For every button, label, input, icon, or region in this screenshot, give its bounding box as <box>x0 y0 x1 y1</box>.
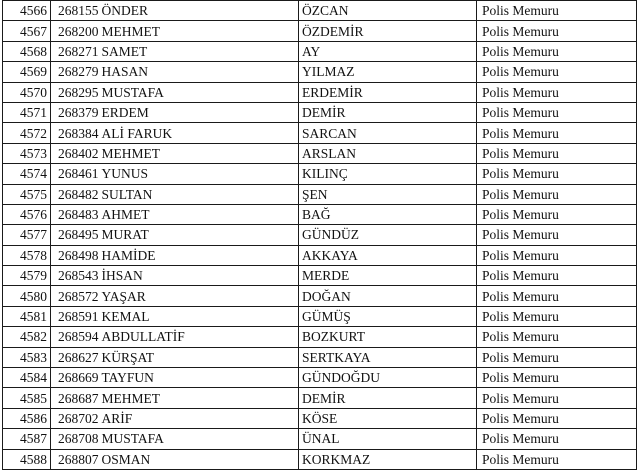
row-number: 4582 <box>3 327 51 347</box>
first-name: ALİ FARUK <box>101 123 299 143</box>
rank: Polis Memuru <box>477 1 637 21</box>
personnel-table <box>2 0 637 470</box>
rank: Polis Memuru <box>477 449 637 469</box>
first-name: MUSTAFA <box>101 429 299 449</box>
registry-number: 268295 <box>51 82 101 102</box>
surname: KÖSE <box>299 408 477 428</box>
table-row <box>3 347 637 367</box>
row-number: 4567 <box>3 21 51 41</box>
surname: ERDEMİR <box>299 82 477 102</box>
row-number: 4581 <box>3 306 51 326</box>
registry-number: 268482 <box>51 184 101 204</box>
table-row <box>3 408 637 428</box>
registry-number: 268483 <box>51 204 101 224</box>
rank: Polis Memuru <box>477 245 637 265</box>
registry-number: 268402 <box>51 143 101 163</box>
surname: DEMİR <box>299 102 477 122</box>
row-number: 4574 <box>3 164 51 184</box>
registry-number: 268384 <box>51 123 101 143</box>
table-row <box>3 41 637 61</box>
first-name: YAŞAR <box>101 286 299 306</box>
first-name: ABDULLATİF <box>101 327 299 347</box>
row-number: 4569 <box>3 62 51 82</box>
table-row <box>3 143 637 163</box>
registry-number: 268572 <box>51 286 101 306</box>
table-row <box>3 62 637 82</box>
registry-number: 268627 <box>51 347 101 367</box>
first-name: SAMET <box>101 41 299 61</box>
registry-number: 268461 <box>51 164 101 184</box>
first-name: ARİF <box>101 408 299 428</box>
row-number: 4566 <box>3 1 51 21</box>
personnel-table-body <box>3 1 637 470</box>
surname: YILMAZ <box>299 62 477 82</box>
first-name: ERDEM <box>101 102 299 122</box>
table-row <box>3 388 637 408</box>
registry-number: 268279 <box>51 62 101 82</box>
table-row <box>3 368 637 388</box>
row-number: 4575 <box>3 184 51 204</box>
table-row <box>3 266 637 286</box>
rank: Polis Memuru <box>477 184 637 204</box>
table-row <box>3 1 637 21</box>
table-row <box>3 184 637 204</box>
first-name: AHMET <box>101 204 299 224</box>
registry-number: 268379 <box>51 102 101 122</box>
surname: AKKAYA <box>299 245 477 265</box>
surname: AY <box>299 41 477 61</box>
surname: KORKMAZ <box>299 449 477 469</box>
surname: GÜNDOĞDU <box>299 368 477 388</box>
rank: Polis Memuru <box>477 204 637 224</box>
first-name: KEMAL <box>101 306 299 326</box>
registry-number: 268669 <box>51 368 101 388</box>
rank: Polis Memuru <box>477 408 637 428</box>
rank: Polis Memuru <box>477 21 637 41</box>
rank: Polis Memuru <box>477 368 637 388</box>
surname: BAĞ <box>299 204 477 224</box>
rank: Polis Memuru <box>477 266 637 286</box>
first-name: TAYFUN <box>101 368 299 388</box>
surname: ÜNAL <box>299 429 477 449</box>
row-number: 4573 <box>3 143 51 163</box>
table-row <box>3 225 637 245</box>
surname: GÜMÜŞ <box>299 306 477 326</box>
registry-number: 268495 <box>51 225 101 245</box>
first-name: MUSTAFA <box>101 82 299 102</box>
registry-number: 268200 <box>51 21 101 41</box>
table-row <box>3 449 637 469</box>
surname: ŞEN <box>299 184 477 204</box>
row-number: 4578 <box>3 245 51 265</box>
rank: Polis Memuru <box>477 123 637 143</box>
first-name: MEHMET <box>101 388 299 408</box>
table-row <box>3 429 637 449</box>
surname: ÖZDEMİR <box>299 21 477 41</box>
rank: Polis Memuru <box>477 143 637 163</box>
rank: Polis Memuru <box>477 327 637 347</box>
registry-number: 268591 <box>51 306 101 326</box>
surname: DOĞAN <box>299 286 477 306</box>
row-number: 4579 <box>3 266 51 286</box>
row-number: 4586 <box>3 408 51 428</box>
rank: Polis Memuru <box>477 62 637 82</box>
surname: BOZKURT <box>299 327 477 347</box>
table-row <box>3 286 637 306</box>
table-row <box>3 102 637 122</box>
row-number: 4572 <box>3 123 51 143</box>
row-number: 4583 <box>3 347 51 367</box>
row-number: 4568 <box>3 41 51 61</box>
first-name: MEHMET <box>101 143 299 163</box>
rank: Polis Memuru <box>477 164 637 184</box>
rank: Polis Memuru <box>477 41 637 61</box>
registry-number: 268702 <box>51 408 101 428</box>
rank: Polis Memuru <box>477 286 637 306</box>
first-name: HAMİDE <box>101 245 299 265</box>
table-row <box>3 327 637 347</box>
surname: SERTKAYA <box>299 347 477 367</box>
registry-number: 268708 <box>51 429 101 449</box>
row-number: 4585 <box>3 388 51 408</box>
rank: Polis Memuru <box>477 429 637 449</box>
table-row <box>3 306 637 326</box>
registry-number: 268807 <box>51 449 101 469</box>
first-name: ÖNDER <box>101 1 299 21</box>
first-name: HASAN <box>101 62 299 82</box>
table-row <box>3 82 637 102</box>
registry-number: 268155 <box>51 1 101 21</box>
table-row <box>3 245 637 265</box>
rank: Polis Memuru <box>477 102 637 122</box>
row-number: 4587 <box>3 429 51 449</box>
first-name: OSMAN <box>101 449 299 469</box>
first-name: MEHMET <box>101 21 299 41</box>
rank: Polis Memuru <box>477 82 637 102</box>
first-name: YUNUS <box>101 164 299 184</box>
surname: GÜNDÜZ <box>299 225 477 245</box>
surname: MERDE <box>299 266 477 286</box>
first-name: KÜRŞAT <box>101 347 299 367</box>
surname: DEMİR <box>299 388 477 408</box>
rank: Polis Memuru <box>477 225 637 245</box>
first-name: İHSAN <box>101 266 299 286</box>
table-row <box>3 123 637 143</box>
first-name: SULTAN <box>101 184 299 204</box>
rank: Polis Memuru <box>477 388 637 408</box>
surname: KILINÇ <box>299 164 477 184</box>
rank: Polis Memuru <box>477 306 637 326</box>
registry-number: 268498 <box>51 245 101 265</box>
table-row <box>3 204 637 224</box>
surname: ÖZCAN <box>299 1 477 21</box>
rank: Polis Memuru <box>477 347 637 367</box>
table-row <box>3 164 637 184</box>
row-number: 4571 <box>3 102 51 122</box>
registry-number: 268271 <box>51 41 101 61</box>
surname: ARSLAN <box>299 143 477 163</box>
registry-number: 268594 <box>51 327 101 347</box>
registry-number: 268543 <box>51 266 101 286</box>
row-number: 4580 <box>3 286 51 306</box>
surname: SARCAN <box>299 123 477 143</box>
row-number: 4577 <box>3 225 51 245</box>
registry-number: 268687 <box>51 388 101 408</box>
row-number: 4570 <box>3 82 51 102</box>
table-row <box>3 21 637 41</box>
row-number: 4588 <box>3 449 51 469</box>
row-number: 4576 <box>3 204 51 224</box>
first-name: MURAT <box>101 225 299 245</box>
row-number: 4584 <box>3 368 51 388</box>
